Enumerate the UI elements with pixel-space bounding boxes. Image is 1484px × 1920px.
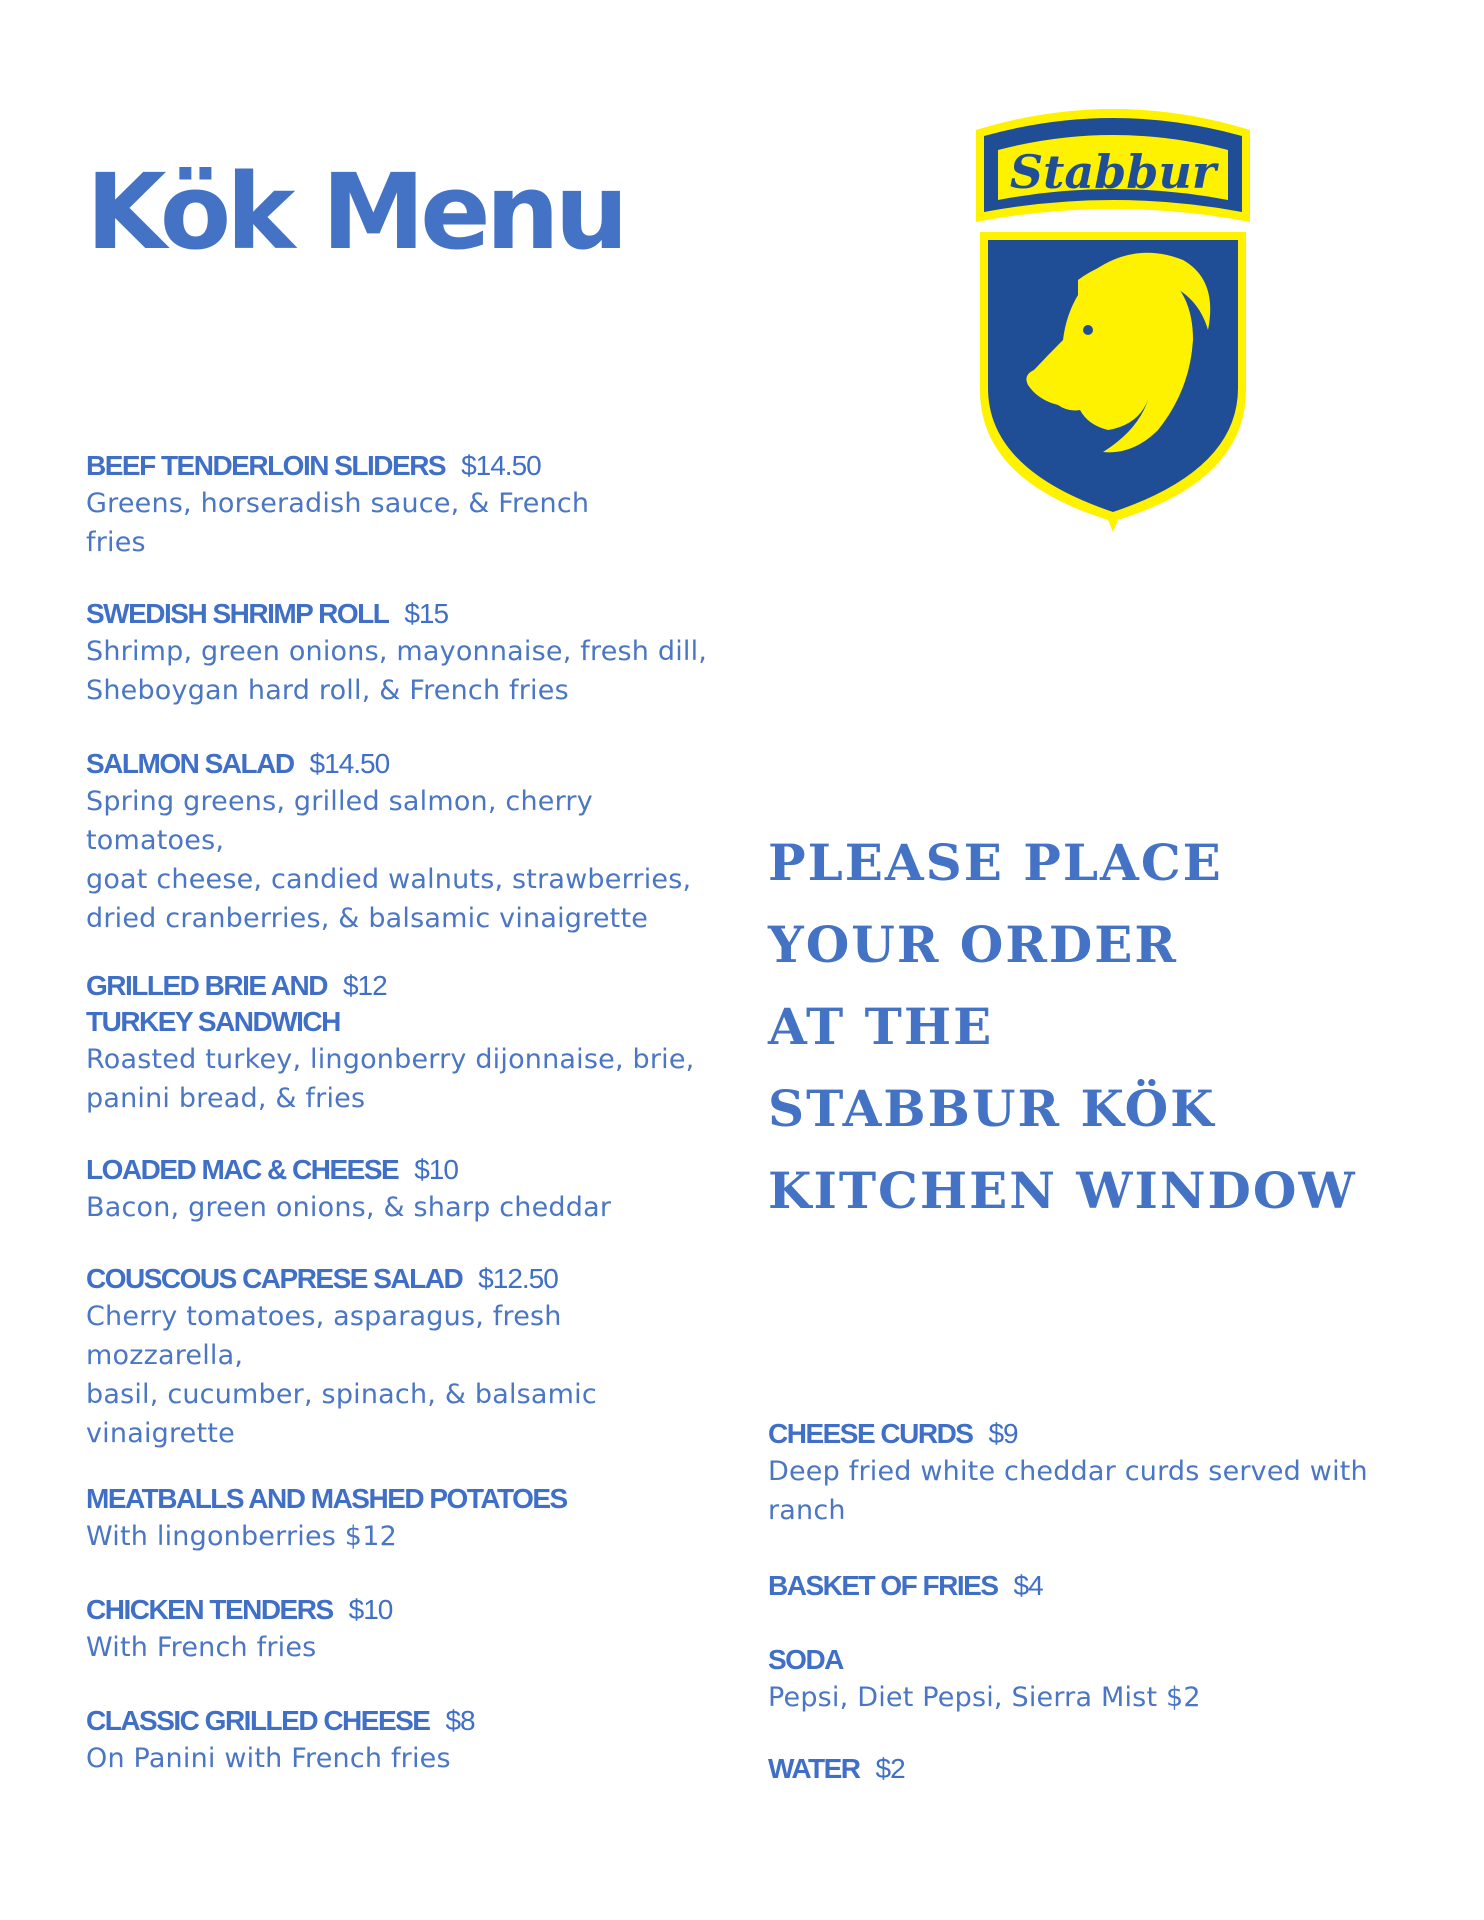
- menu-item-description: vinaigrette: [86, 1418, 235, 1449]
- menu-left-column: [86, 448, 726, 1778]
- menu-item-heading: [86, 1703, 726, 1739]
- menu-item-description: Spring greens, grilled salmon, cherry tomatoes,: [86, 786, 593, 856]
- menu-item-heading: [86, 448, 726, 484]
- menu-item: [86, 1703, 726, 1778]
- menu-item: [768, 1642, 1368, 1717]
- menu-item-description: goat cheese, candied walnuts, strawberries,: [86, 864, 692, 895]
- menu-item-description: Bacon, green onions, & sharp cheddar: [86, 1192, 612, 1223]
- menu-item-price: $9: [988, 1418, 1018, 1449]
- menu-item-description: fries: [86, 527, 146, 558]
- menu-item: [768, 1751, 1368, 1787]
- menu-item-name: GRILLED BRIE AND: [86, 970, 327, 1001]
- menu-item-heading: [86, 1261, 726, 1297]
- menu-item-price: $15: [404, 598, 449, 629]
- menu-item-name: BASKET OF FRIES: [768, 1570, 998, 1601]
- menu-item-description: basil, cucumber, spinach, & balsamic: [86, 1379, 597, 1410]
- menu-item: [86, 1481, 726, 1556]
- menu-item: [86, 1261, 726, 1453]
- order-notice-line: YOUR ORDER: [768, 915, 1178, 974]
- page-title: Kök Menu: [86, 151, 624, 273]
- menu-item-heading: [86, 746, 726, 782]
- menu-item-price: $14.50: [461, 450, 541, 481]
- menu-item-name: SWEDISH SHRIMP ROLL: [86, 598, 389, 629]
- order-notice-line: STABBUR KÖK: [768, 1079, 1216, 1138]
- menu-item-description: Greens, horseradish sauce, & French: [86, 488, 590, 519]
- menu-item-price: $8: [445, 1705, 475, 1736]
- menu-right-column: [768, 1416, 1368, 1787]
- menu-item-name-line2: TURKEY SANDWICH: [86, 1006, 340, 1037]
- menu-item-description: Shrimp, green onions, mayonnaise, fresh dill,: [86, 636, 708, 667]
- menu-item: [86, 1592, 726, 1667]
- menu-item-heading: [86, 1592, 726, 1628]
- menu-item-description: Deep fried white cheddar curds served with: [768, 1456, 1368, 1487]
- menu-item-price: $4: [1013, 1570, 1043, 1601]
- menu-item: [86, 1152, 726, 1227]
- menu-item-heading: [768, 1751, 1368, 1787]
- menu-item: [86, 746, 726, 938]
- menu-item-name: MEATBALLS AND MASHED POTATOES: [86, 1483, 567, 1514]
- menu-item-heading: [86, 596, 726, 632]
- menu-item: [86, 448, 726, 562]
- menu-item-price: $14.50: [309, 748, 390, 779]
- menu-item-description: ranch: [768, 1495, 846, 1526]
- menu-item-description: Roasted turkey, lingonberry dijonnaise, brie,: [86, 1044, 695, 1075]
- menu-item-description: Pepsi, Diet Pepsi, Sierra Mist $2: [768, 1682, 1201, 1713]
- menu-item-description: With French fries: [86, 1632, 317, 1663]
- stabbur-goat-shield-logo: [968, 100, 1258, 540]
- menu-item-description: With lingonberries $12: [86, 1521, 397, 1552]
- menu-item-name: BEEF TENDERLOIN SLIDERS: [86, 450, 446, 481]
- menu-item-heading: [768, 1416, 1368, 1452]
- order-notice-line: KITCHEN WINDOW: [768, 1161, 1357, 1220]
- menu-item-heading: [86, 968, 726, 1004]
- menu-item: [768, 1568, 1368, 1604]
- menu-item-description: dried cranberries, & balsamic vinaigrette: [86, 903, 649, 934]
- menu-item-price: $2: [875, 1753, 905, 1784]
- menu-item-price: $10: [414, 1154, 458, 1185]
- menu-item-heading: [768, 1642, 1368, 1678]
- order-notice: [768, 822, 1357, 1232]
- menu-item-name: WATER: [768, 1753, 860, 1784]
- menu-item-price: $12: [342, 970, 387, 1001]
- menu-item: [86, 596, 726, 710]
- order-notice-line: PLEASE PLACE: [768, 833, 1223, 892]
- menu-item-heading: [86, 1481, 726, 1517]
- menu-item-description: Cherry tomatoes, asparagus, fresh mozzarella,: [86, 1301, 562, 1371]
- menu-item-name: SALMON SALAD: [86, 748, 294, 779]
- menu-item-name: LOADED MAC & CHEESE: [86, 1154, 399, 1185]
- order-notice-line: AT THE: [768, 997, 994, 1056]
- menu-item-price: $10: [348, 1594, 393, 1625]
- menu-item-name: CHICKEN TENDERS: [86, 1594, 333, 1625]
- logo-text: Stabbur: [1009, 145, 1217, 199]
- menu-item-description: On Panini with French fries: [86, 1743, 451, 1774]
- menu-item-name: CHEESE CURDS: [768, 1418, 973, 1449]
- menu-item-description: Sheboygan hard roll, & French fries: [86, 675, 569, 706]
- menu-item-name: SODA: [768, 1644, 843, 1675]
- menu-item-name: CLASSIC GRILLED CHEESE: [86, 1705, 430, 1736]
- menu-item: [768, 1416, 1368, 1530]
- menu-item-heading: [768, 1568, 1368, 1604]
- menu-item: [86, 968, 726, 1118]
- menu-item-price: $12.50: [478, 1263, 558, 1294]
- menu-item-heading: [86, 1152, 726, 1188]
- menu-item-description: panini bread, & fries: [86, 1083, 366, 1114]
- menu-item-name: COUSCOUS CAPRESE SALAD: [86, 1263, 463, 1294]
